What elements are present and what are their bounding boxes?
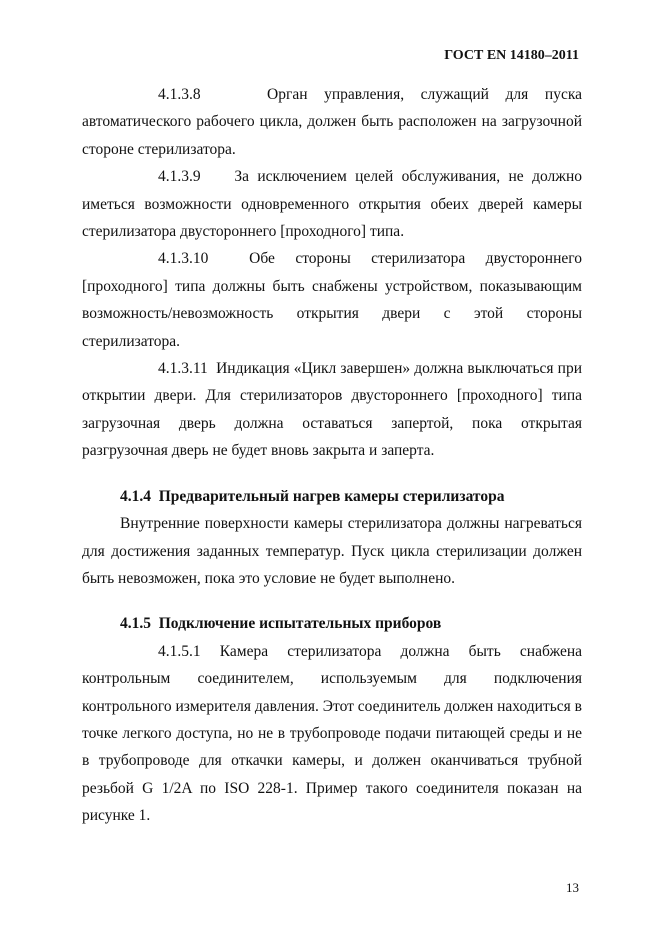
paragraph-number: 4.1.5.1 (158, 642, 201, 660)
paragraph-4-1-3-9 (82, 163, 582, 245)
section-heading: Подключение испытательных приборов (158, 615, 442, 633)
paragraph-4-1-5-1 (82, 638, 582, 830)
paragraph-number: 4.1.3.8 (158, 86, 201, 103)
paragraph-text: Внутренние поверхности камеры стерилизатора должны нагреваться для достижения заданных температур. Пуск цикла стерилизации должен быть невозможен, пока это условие не будет выполнено. (82, 515, 582, 587)
section-title-4-1-4 (82, 483, 582, 510)
paragraph-number: 4.1.3.11 (158, 360, 208, 378)
paragraph-4-1-3-11 (82, 355, 582, 465)
paragraph-4-1-3-10 (82, 245, 582, 355)
document-header: ГОСТ EN 14180–2011 (444, 48, 579, 63)
section-heading: Предварительный нагрев камеры стерилизатора (158, 487, 505, 505)
paragraph-number: 4.1.3.9 (158, 168, 201, 186)
page-number: 13 (566, 880, 579, 895)
paragraph-number: 4.1.3.10 (158, 250, 209, 268)
paragraph-text: Орган управления, служащий для пуска автоматического рабочего цикла, должен быть расположен на загрузочной стороне стерилизатора. (82, 86, 582, 158)
paragraph-4-1-3-8 (82, 81, 582, 163)
paragraph-text: Обе стороны стерилизатора двустороннего [проходного] типа должны быть снабжены устройством, показывающим возможность/невозможность открытия двери с этой стороны стерилизатора. (82, 250, 582, 350)
paragraph-text: Камера стерилизатора должна быть снабжена контрольным соединителем, используемым для подключения контрольного измерителя давления. Этот соединитель должен находиться в точке легкого доступа, но не в трубопроводе подачи питающей среды и не в трубопроводе для откачки камеры, и должен оканчиваться трубной резьбой G 1/2A по ISO 228-1. Пример такого соединителя показан на рисунке 1. (82, 642, 583, 825)
page-content (82, 81, 582, 830)
paragraph-text: Индикация «Цикл завершен» должна выключаться при открытии двери. Для стерилизаторов двустороннего [проходного] типа загрузочная дверь должна оставаться запертой, пока открытая разгрузочная дверь не будет вновь закрыта и заперта. (82, 360, 583, 460)
section-number: 4.1.5 (120, 615, 151, 633)
paragraph-text: За исключением целей обслуживания, не должно иметься возможности одновременного открытия обеих дверей камеры стерилизатора двустороннего [проходного] типа. (82, 168, 582, 241)
section-number: 4.1.4 (120, 487, 151, 505)
paragraph-4-1-4-body (82, 510, 582, 592)
section-title-4-1-5 (82, 610, 582, 637)
